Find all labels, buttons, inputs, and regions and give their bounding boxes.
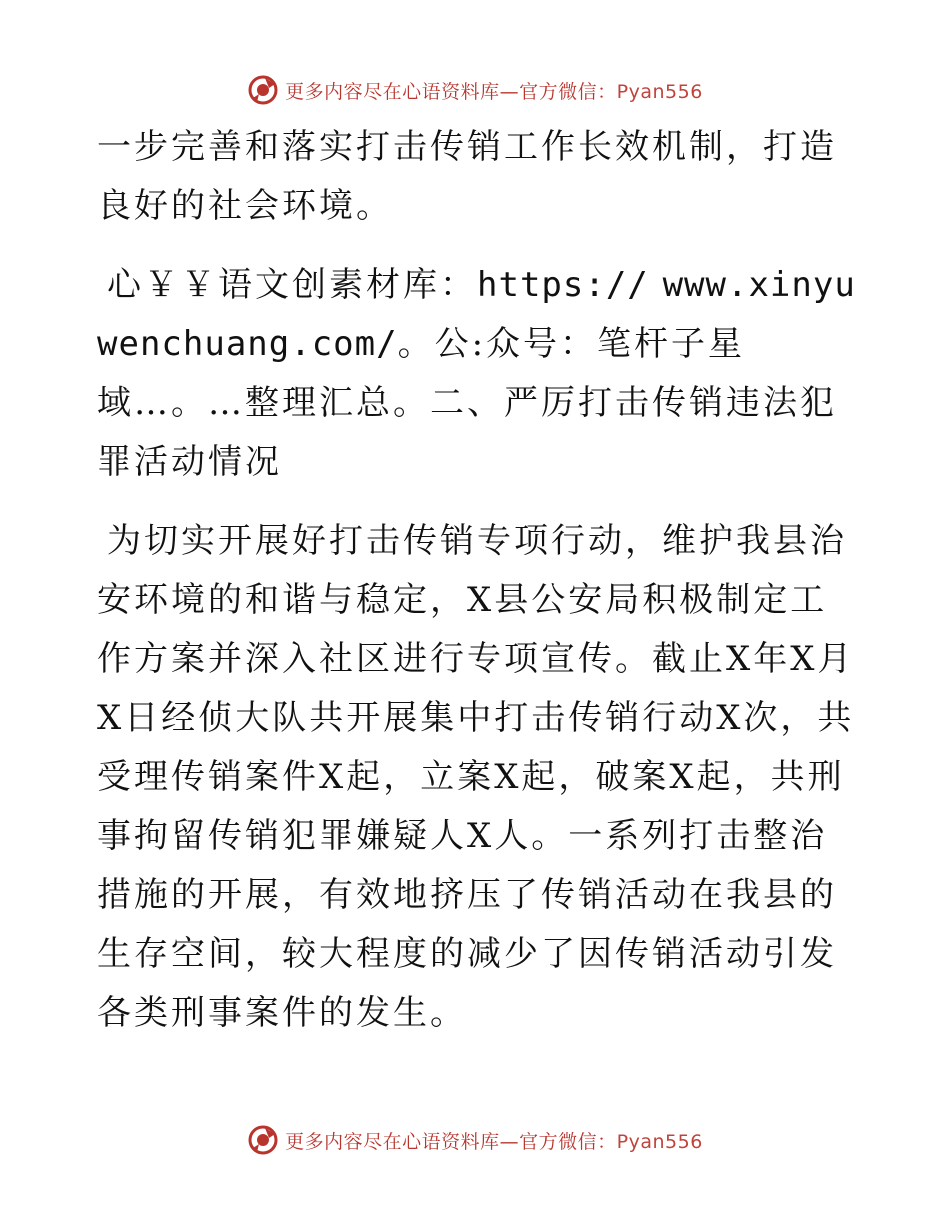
document-body: [97, 118, 857, 1043]
source-url: www.xinyuwenchuang.com/: [97, 265, 856, 364]
footer-wechat-id: Pyan556: [616, 1130, 703, 1153]
footer-banner-text: 更多内容尽在心语资料库—官方微信：Pyan556: [285, 1130, 703, 1153]
paragraph-2-prefix: 心￥￥语文创素材库：: [107, 265, 477, 305]
header-banner-text: 更多内容尽在心语资料库—官方微信：Pyan556: [285, 80, 703, 103]
paragraph-3: 为切实开展好打击传销专项行动，维护我县治安环境的和谐与稳定，X县公安局积极制定工作方案并深入社区进行专项宣传。截止X年X月X日经侦大队共开展集中打击传销行动X次，共受理传销案件X起，立案X起，破案X起，共刑事拘留传销犯罪嫌疑人X人。一系列打击整治措施的开展，有效地挤压了传销活动在我县的生存空间，较大程度的减少了因传销活动引发各类刑事案件的发生。: [97, 521, 855, 1033]
paragraph-2: [97, 256, 857, 492]
footer-banner: [0, 1120, 950, 1160]
paragraph-1: 一步完善和落实打击传销工作长效机制，打造良好的社会环境。: [97, 127, 837, 226]
brand-logo-icon: [247, 1124, 279, 1156]
paragraph-2-suffix: 。公:众号：笔杆子星域…。…整理汇总。二、严厉打击传销违法犯罪活动情况: [97, 324, 837, 482]
header-banner: [0, 70, 950, 110]
source-url-scheme: https://: [477, 265, 649, 305]
header-wechat-id: Pyan556: [616, 80, 703, 103]
brand-logo-icon: [247, 74, 279, 106]
